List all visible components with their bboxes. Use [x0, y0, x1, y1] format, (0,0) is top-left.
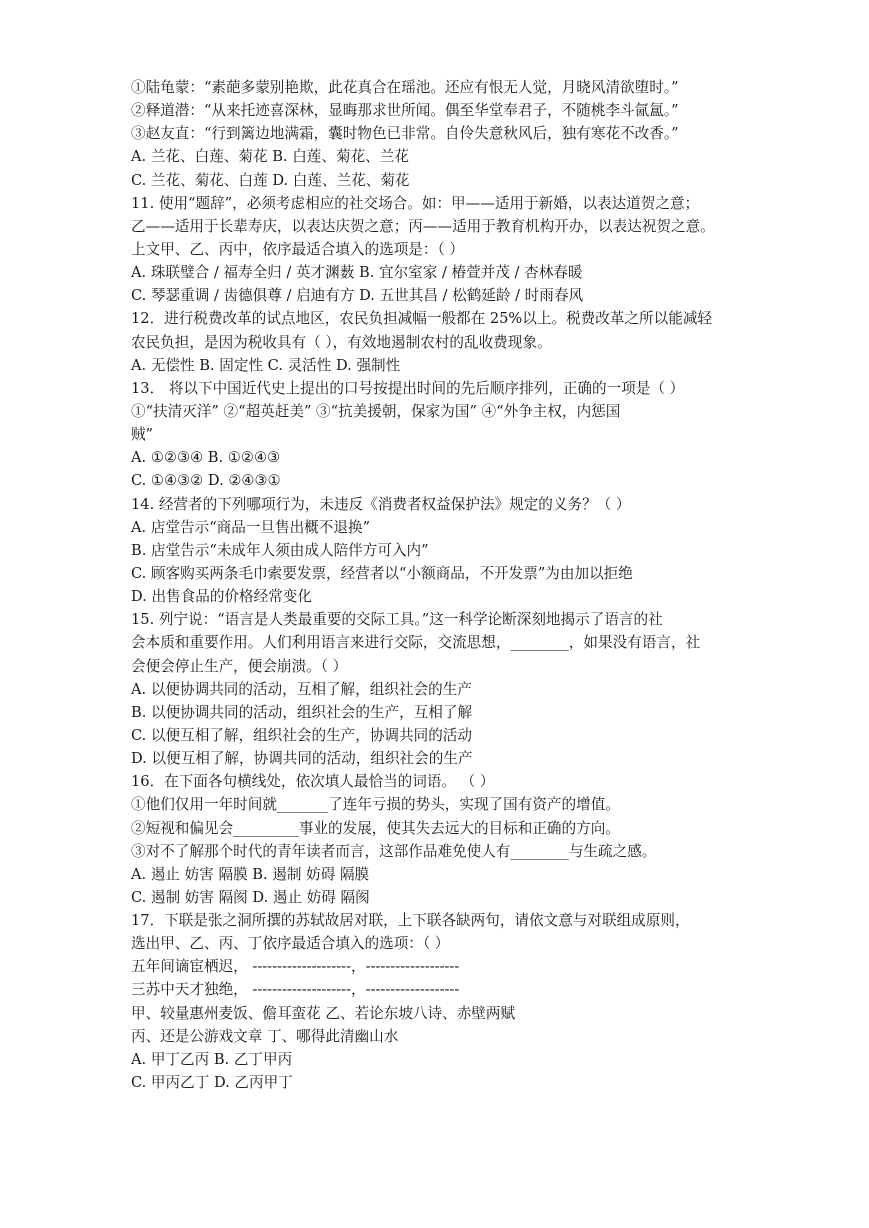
text-line: A. 店堂告示“商品一旦售出概不退换” [131, 518, 371, 536]
text-line: 乙——适用于长辈寿庆，以表达庆贺之意；丙——适用于教育机构开办，以表达祝贺之意。 [131, 217, 715, 235]
text-line: 上文甲、乙、丙中，依序最适合填入的选项是：（ ） [131, 240, 464, 258]
text-line: 选出甲、乙、丙、丁依序最适合填入的选项：（ ） [131, 935, 450, 953]
text-line: A. 甲丁乙丙 B. 乙丁甲丙 [131, 1050, 293, 1068]
text-line: 14. 经营者的下列哪项行为，未违反《消费者权益保护法》规定的义务？（ ） [131, 495, 631, 513]
text-line: 会便会停止生产，便会崩溃。（ ） [131, 657, 348, 675]
text-line: 五年间谪宦栖迟， --------------------，------------------- [131, 958, 460, 976]
text-line: B. 以便协调共同的活动，组织社会的生产，互相了解 [131, 703, 473, 721]
text-line: D. 出售食品的价格经常变化 [131, 588, 312, 606]
text-line: C. 琴瑟重调 / 齿德俱尊 / 启迪有方 D. 五世其昌 / 松鹤延龄 / 时雨春风 [131, 287, 584, 305]
text-line: 12．进行税费改革的试点地区，农民负担减幅一般都在 25%以上。税费改革之所以能减轻 [131, 310, 713, 328]
text-line: A. 珠联璧合 / 福寿全归 / 英才渊薮 B. 宜尔室家 / 椿萱并茂 / 杏林春暖 [131, 264, 583, 282]
text-line: ③赵友直：“行到篱边地满霜，囊时物色已非常。自伶失意秋风后，独有寒花不改香。” [131, 125, 679, 143]
text-line: C. 以便互相了解，组织社会的生产，协调共同的活动 [131, 726, 472, 744]
text-line: 贼” [131, 426, 154, 444]
text-line: 三苏中天才独绝， --------------------，------------------- [131, 981, 460, 999]
text-line: C. 兰花、菊花、白莲 D. 白莲、兰花、菊花 [131, 171, 410, 189]
text-line: C. 遏制 妨害 隔阂 D. 遏止 妨碍 隔阂 [131, 888, 370, 906]
text-line: A. 遏止 妨害 隔膜 B. 遏制 妨碍 隔膜 [131, 865, 370, 883]
text-line: C. 顾客购买两条毛巾索要发票，经营者以“小额商品，不开发票”为由加以拒绝 [131, 564, 633, 582]
text-line: 会本质和重要作用。人们利用语言来进行交际，交流思想，________，如果没有语言，社 [131, 634, 701, 652]
text-line: 17．下联是张之洞所撰的苏轼故居对联，上下联各缺两句，请依文意与对联组成原则， [131, 912, 690, 930]
text-line: A. 无偿性 B. 固定性 C. 灵活性 D. 强制性 [131, 356, 401, 374]
text-line: ②释道潜：“从来托迹喜深林，显晦那求世所闻。偶至华堂奉君子，不随桃李斗氤氲。” [131, 102, 679, 120]
text-line: 15. 列宁说：“语言是人类最重要的交际工具。”这一科学论断深刻地揭示了语言的社 [131, 611, 663, 629]
text-line: 农民负担，是因为税收具有（ ），有效地遏制农村的乱收费现象。 [131, 333, 552, 351]
text-line: 11. 使用“题辞”，必须考虑相应的社交场合。如：甲——适用于新婚，以表达道贺之意； [131, 194, 700, 212]
text-line: 甲、较量惠州麦饭、儋耳蛮花 乙、若论东坡八诗、赤壁两赋 [131, 1004, 516, 1022]
text-line: C. 甲丙乙丁 D. 乙丙甲丁 [131, 1074, 293, 1092]
text-line: ③对不了解那个时代的青年读者而言，这部作品难免使人有________与生疏之感。 [131, 842, 657, 860]
text-line: ①陆龟蒙：“素葩多蒙别艳欺，此花真合在瑶池。还应有恨无人觉，月晓风清欲堕时。” [131, 79, 679, 96]
text-line: ①“扶清灭洋” ②“超英赶美” ③“抗美援朝，保家为国” ④“外争主权，内惩国 [131, 402, 621, 420]
text-line: 16．在下面各句横线处，依次填人最恰当的词语。 （ ） [131, 773, 495, 791]
question-text-block [131, 76, 751, 1094]
text-line: ①他们仅用一年时间就_______了连年亏损的势头，实现了国有资产的增值。 [131, 796, 620, 814]
text-line: A. 以便协调共同的活动，互相了解，组织社会的生产 [131, 680, 472, 698]
text-line: D. 以便互相了解，协调共同的活动，组织社会的生产 [131, 750, 473, 768]
text-line: A. ①②③④ B. ①②④③ [131, 449, 281, 467]
text-line: 13． 将以下中国近代史上提出的口号按提出时间的先后顺序排列，正确的一项是（ ） [131, 379, 685, 397]
text-line: A. 兰花、白莲、菊花 B. 白莲、菊花、兰花 [131, 148, 409, 166]
text-line: C. ①④③② D. ②④③① [131, 472, 281, 490]
text-line: 丙、还是公游戏文章 丁、哪得此清幽山水 [131, 1027, 399, 1045]
text-line: ②短视和偏见会_________事业的发展，使其失去远大的目标和正确的方向。 [131, 819, 620, 837]
text-line: B. 店堂告示“未成年人须由成人陪伴方可入内” [131, 541, 429, 559]
